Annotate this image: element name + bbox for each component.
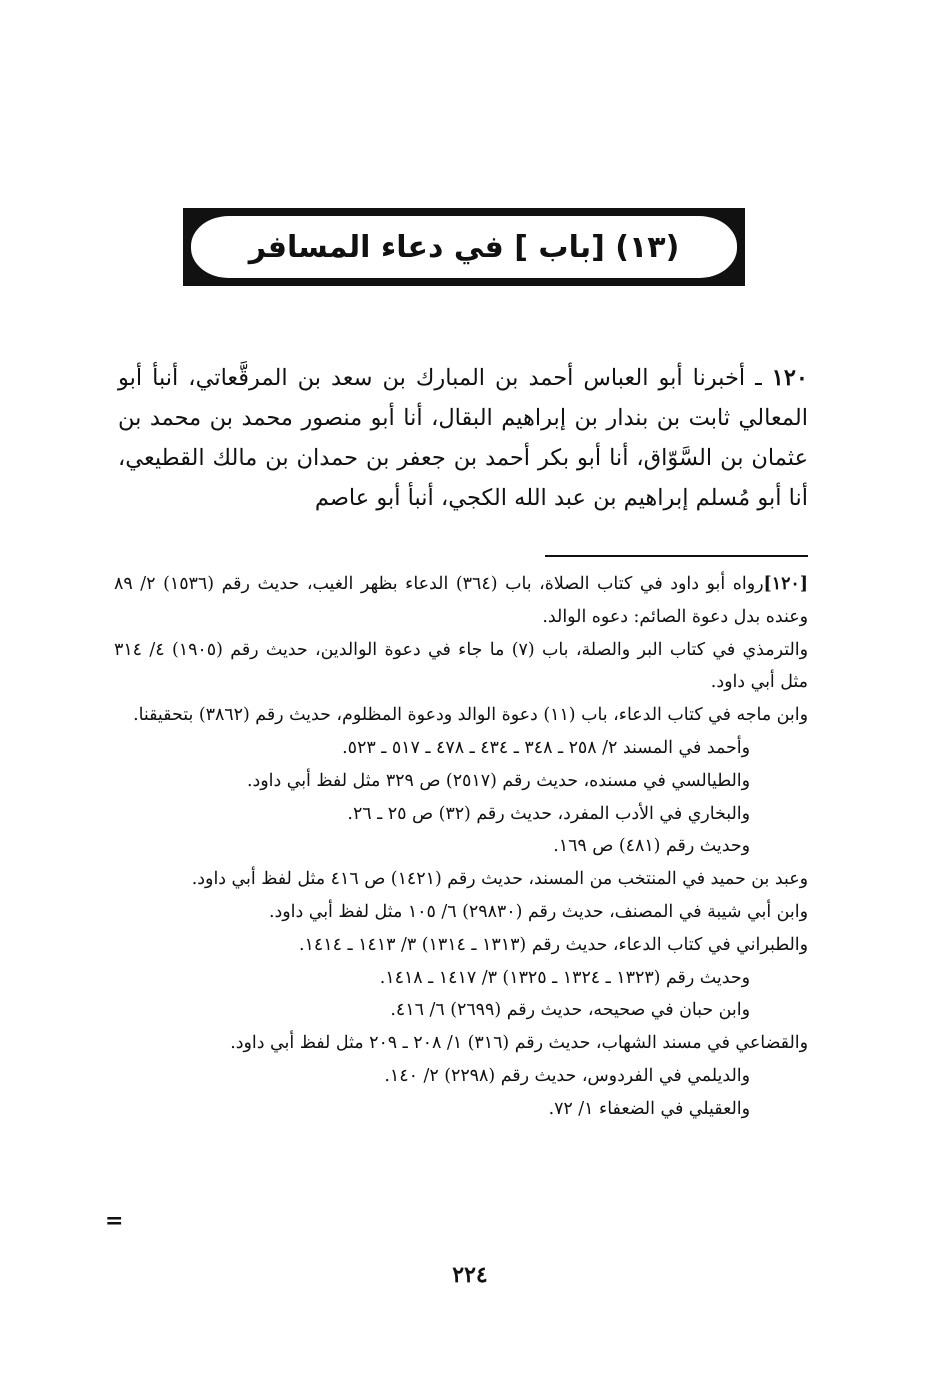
chapter-heading-frame (183, 208, 745, 286)
footnotes-block (114, 568, 808, 1126)
hadith-body: ـ أخبرنا أبو العباس أحمد بن المبارك بن سعد بن المرقَّعاتي، أنبأ أبو المعالي ثابت بن بندار بن إبراهيم البقال، أنا أبو منصور محمد بن محمد بن عثمان بن السَّوّاق، أنا أبو بكر أحمد بن جعفر بن حمدان بن مالك القطيعي، أنا أبو مُسلم إبراهيم بن عبد الله الكجي، أنبأ أبو عاصم (118, 365, 808, 511)
footnote-line (114, 568, 808, 634)
footnote-line: وابن ماجه في كتاب الدعاء، باب (١١) دعوة الوالد ودعوة المظلوم، حديث رقم (٣٨٦٢) بتحقيقنا. (133, 705, 808, 726)
footnote-line: والترمذي في كتاب البر والصلة، باب (٧) ما جاء في دعوة الوالدين، حديث رقم (١٩٠٥) ٤/ ٣١٤ مثل أبي داود. (114, 639, 808, 693)
footnote-line: والقضاعي في مسند الشهاب، حديث رقم (٣١٦) ١/ ٢٠٨ ـ ٢٠٩ مثل لفظ أبي داود. (230, 1033, 808, 1054)
footnote-line: والديلمي في الفردوس، حديث رقم (٢٢٩٨) ٢/ ١٤٠. (384, 1065, 750, 1086)
hadith-text-block (118, 358, 808, 518)
footnote-line: وابن أبي شيبة في المصنف، حديث رقم (٢٩٨٣٠) ٦/ ١٠٥ مثل لفظ أبي داود. (268, 901, 808, 922)
footnote-line: وابن حبان في صحيحه، حديث رقم (٢٦٩٩) ٦/ ٤١٦. (390, 1000, 750, 1021)
footnote-number: [١٢٠] (763, 574, 808, 594)
footnote-divider (545, 555, 808, 557)
footnote-line: والبخاري في الأدب المفرد، حديث رقم (٣٢) ص ٢٥ ـ ٢٦. (347, 803, 750, 824)
footnote-line: وحديث رقم (٤٨١) ص ١٦٩. (553, 836, 750, 857)
footnote-text: رواه أبو داود في كتاب الصلاة، باب (٣٦٤) الدعاء بظهر الغيب، حديث رقم (١٥٣٦) ٢/ ٨٩ وعنده بدل دعوة الصائم: دعوه الوالد. (114, 574, 808, 627)
hadith-number: ١٢٠ (771, 365, 809, 391)
footnote-line: وأحمد في المسند ٢/ ٢٥٨ ـ ٣٤٨ ـ ٤٣٤ ـ ٤٧٨ ـ ٥١٧ ـ ٥٢٣. (342, 737, 750, 758)
footnote-line: والطيالسي في مسنده، حديث رقم (٢٥١٧) ص ٣٢٩ مثل لفظ أبي داود. (246, 770, 750, 791)
chapter-heading-box (191, 216, 737, 278)
page-number: ٢٢٤ (452, 1262, 488, 1288)
footnote-line: وحديث رقم (١٣٢٣ ـ ١٣٢٤ ـ ١٣٢٥) ٣/ ١٤١٧ ـ ١٤١٨. (379, 967, 750, 988)
continuation-mark: = (105, 1208, 124, 1234)
footnote-line: والعقيلي في الضعفاء ١/ ٧٢. (548, 1098, 750, 1119)
hadith-paragraph (118, 358, 808, 518)
chapter-heading: (١٣) [باب ] في دعاء المسافر (248, 229, 680, 265)
footnote-line: وعبد بن حميد في المنتخب من المسند، حديث رقم (١٤٢١) ص ٤١٦ مثل لفظ أبي داود. (191, 869, 808, 890)
footnote-line: والطبراني في كتاب الدعاء، حديث رقم (١٣١٣ ـ ١٣١٤) ٣/ ١٤١٣ ـ ١٤١٤. (299, 934, 808, 955)
